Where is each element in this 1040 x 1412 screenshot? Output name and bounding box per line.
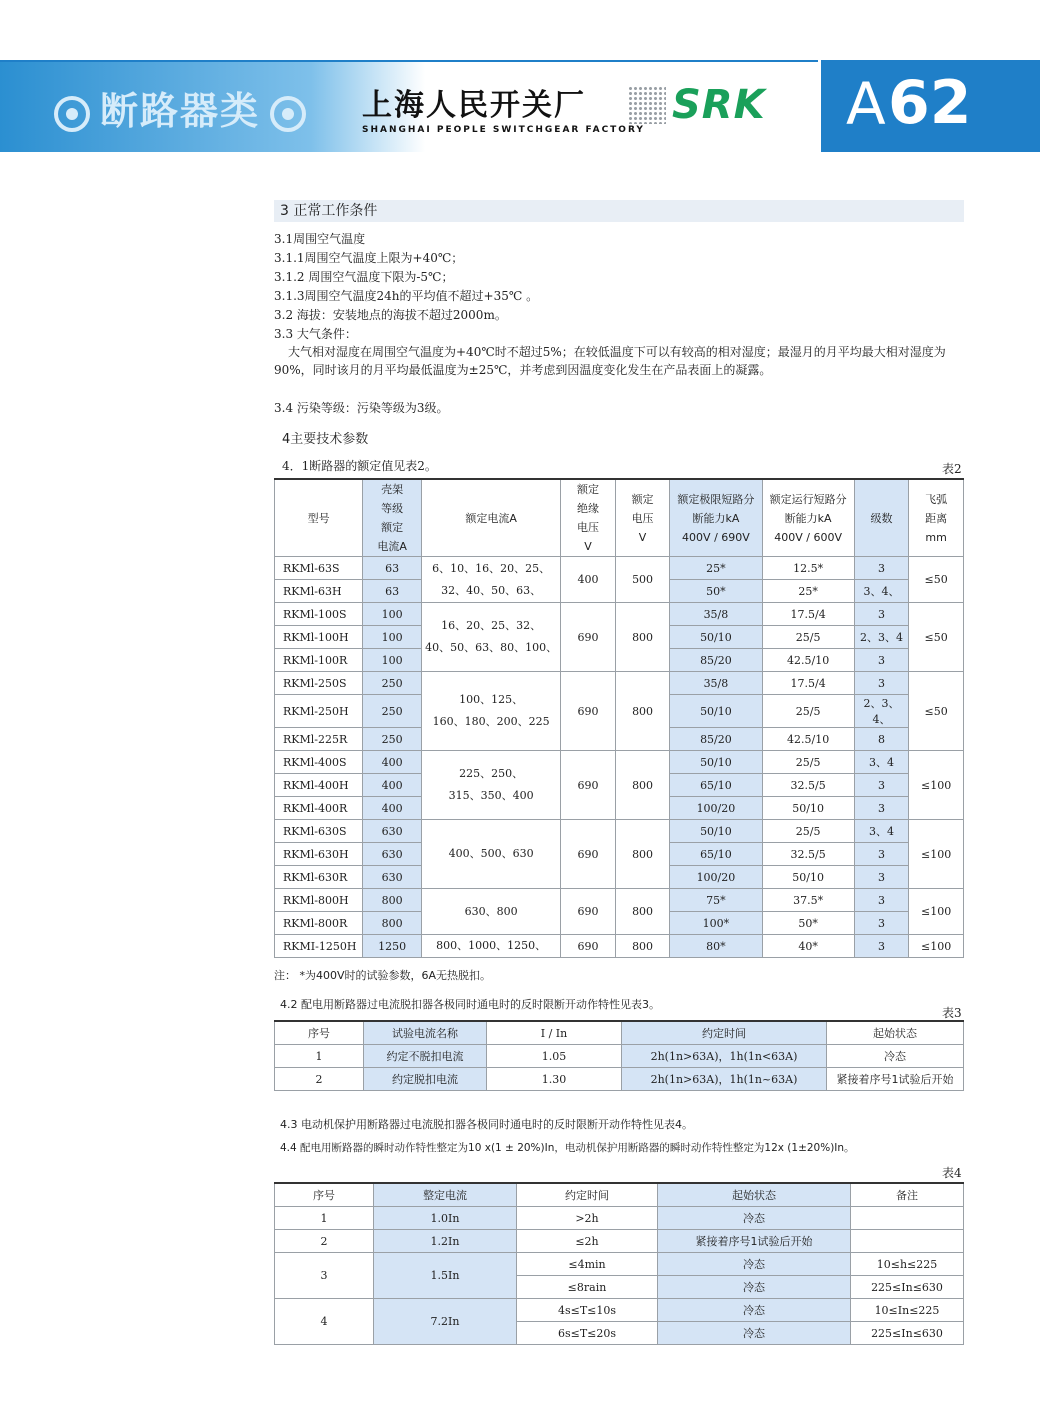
poles-cell: 3、4、	[854, 580, 908, 603]
col-header-ultimate: 额定极限短路分 断能力kA 400V / 690V	[670, 479, 762, 557]
table-cell: 1.05	[487, 1045, 622, 1068]
rated-current-cell	[421, 820, 560, 889]
rated-voltage-cell: 800	[615, 935, 670, 958]
rated-current-line: 6、10、16、20、25、	[432, 561, 551, 575]
frame-current-cell: 63	[363, 580, 422, 603]
poles-cell: 3、4	[854, 751, 908, 774]
text-line: 4．1断路器的额定值见表2。	[282, 459, 437, 473]
col-header: 约定时间	[517, 1183, 658, 1207]
col-header: 起始状态	[658, 1183, 851, 1207]
srk-logo: SRK	[672, 82, 766, 128]
text-line: 3.2 海拔：安装地点的海拔不超过2000m。	[274, 308, 507, 322]
arc-distance-cell: ≤50	[909, 603, 964, 672]
table-cell: 1.30	[487, 1068, 622, 1091]
insulation-voltage-cell: 690	[561, 603, 616, 672]
table-row	[275, 557, 964, 580]
service-breaking-cell: 25/5	[762, 751, 854, 774]
table-cell: 225≤In≤630	[851, 1276, 964, 1299]
frame-current-cell: 250	[363, 672, 422, 695]
ultimate-breaking-cell: 100/20	[670, 797, 762, 820]
model-cell: RKMI-1250H	[275, 935, 363, 958]
ultimate-breaking-cell: 25*	[670, 557, 762, 580]
frame-current-cell: 800	[363, 912, 422, 935]
insulation-voltage-cell: 400	[561, 557, 616, 603]
ultimate-breaking-cell: 85/20	[670, 649, 762, 672]
col-header-service: 额定运行短路分 断能力kA 400V / 600V	[762, 479, 854, 557]
page-number: 62	[888, 68, 972, 138]
col-header-current: 额定电流A	[421, 479, 560, 557]
text-line: 3.1.1周围空气温度上限为+40℃；	[274, 251, 464, 265]
table-cell: 紧接着序号1试验后开始	[827, 1068, 964, 1091]
arc-distance-cell: ≤50	[909, 672, 964, 751]
table-cell: 冷态	[658, 1322, 851, 1345]
col-header-poles: 级数	[854, 479, 908, 557]
col-header-insulation: 额定 绝缘 电压 V	[561, 479, 616, 557]
table-cell: 2	[275, 1230, 374, 1253]
table-2	[274, 478, 964, 958]
frame-current-cell: 100	[363, 649, 422, 672]
poles-cell: 8	[854, 728, 908, 751]
insulation-voltage-cell: 690	[561, 889, 616, 935]
model-cell: RKMl-100S	[275, 603, 363, 626]
model-cell: RKMl-63S	[275, 557, 363, 580]
ultimate-breaking-cell: 50/10	[670, 695, 762, 728]
service-breaking-cell: 42.5/10	[762, 728, 854, 751]
table-cell: 1	[275, 1207, 374, 1230]
poles-cell: 2、3、4、	[854, 695, 908, 728]
ultimate-breaking-cell: 35/8	[670, 603, 762, 626]
rated-current-cell	[421, 557, 560, 603]
poles-cell: 3	[854, 866, 908, 889]
model-cell: RKMl-250S	[275, 672, 363, 695]
model-cell: RKMl-630S	[275, 820, 363, 843]
frame-current-cell: 400	[363, 774, 422, 797]
ultimate-breaking-cell: 85/20	[670, 728, 762, 751]
poles-cell: 3	[854, 935, 908, 958]
arc-distance-cell: ≤100	[909, 889, 964, 935]
insulation-voltage-cell: 690	[561, 935, 616, 958]
table-row	[275, 1230, 964, 1253]
text-line: 3.4 污染等级：污染等级为3级。	[274, 401, 449, 415]
table-cell: ≤8rain	[517, 1276, 658, 1299]
col-header: 序号	[275, 1021, 364, 1045]
table-cell: 冷态	[658, 1276, 851, 1299]
poles-cell: 3	[854, 774, 908, 797]
text-line: 4.3 电动机保护用断路器过电流脱扣器各极同时通电时的反时限断开动作特性见表4。	[280, 1118, 693, 1131]
service-breaking-cell: 25/5	[762, 695, 854, 728]
table-cell: 2h(1n>63A)，1h(1n<63A)	[622, 1045, 827, 1068]
company-name-en: SHANGHAI PEOPLE SWITCHGEAR FACTORY	[362, 125, 645, 135]
table-3-body	[275, 1045, 964, 1091]
text-line: 3.1.2 周围空气温度下限为-5℃；	[274, 270, 454, 284]
table-3	[274, 1020, 964, 1091]
service-breaking-cell: 25/5	[762, 820, 854, 843]
col-header: 约定时间	[622, 1021, 827, 1045]
service-breaking-cell: 50/10	[762, 866, 854, 889]
table-cell: 约定不脱扣电流	[364, 1045, 487, 1068]
table-cell: 1.5In	[374, 1253, 517, 1299]
model-cell: RKMl-250H	[275, 695, 363, 728]
service-breaking-cell: 17.5/4	[762, 603, 854, 626]
page-letter: A	[846, 70, 886, 138]
table-row	[275, 1299, 964, 1322]
ultimate-breaking-cell: 50/10	[670, 751, 762, 774]
rated-current-line: 100、125、	[459, 693, 524, 706]
col-header: 试验电流名称	[364, 1021, 487, 1045]
humidity-paragraph: 大气相对湿度在周围空气温度为+40℃时不超过5%；在较低温度下可以有较高的相对湿度；最湿月的月平均最大相对湿度为90%，同时该月的月平均最低温度为±25℃，并考虑到因温度变化发生在产品表面上的凝露。	[274, 345, 946, 377]
col-header-model: 型号	[275, 479, 363, 557]
service-breaking-cell: 17.5/4	[762, 672, 854, 695]
table-row	[275, 820, 964, 843]
model-cell: RKMl-400S	[275, 751, 363, 774]
table-cell: 1.0In	[374, 1207, 517, 1230]
circle-bullet-icon	[54, 96, 90, 132]
text-line: 4.4 配电用断路器的瞬时动作特性整定为10 x(1 ± 20%)In，电动机保护用断路器的瞬时动作特性整定为12x (1±20%)In。	[280, 1142, 855, 1154]
ultimate-breaking-cell: 100/20	[670, 866, 762, 889]
table-cell: 10≤h≤225	[851, 1253, 964, 1276]
ultimate-breaking-cell: 100*	[670, 912, 762, 935]
rated-voltage-cell: 800	[615, 751, 670, 820]
model-cell: RKMl-100R	[275, 649, 363, 672]
model-cell: RKMl-630H	[275, 843, 363, 866]
table-cell: 冷态	[658, 1299, 851, 1322]
col-header: I / In	[487, 1021, 622, 1045]
insulation-voltage-cell: 690	[561, 672, 616, 751]
page-header	[0, 60, 1040, 152]
table-cell: 2	[275, 1068, 364, 1091]
service-breaking-cell: 40*	[762, 935, 854, 958]
table-caption: 表2	[942, 462, 962, 476]
model-cell: RKMl-400R	[275, 797, 363, 820]
frame-current-cell: 100	[363, 603, 422, 626]
frame-current-cell: 63	[363, 557, 422, 580]
model-cell: RKMl-63H	[275, 580, 363, 603]
rated-voltage-cell: 800	[615, 820, 670, 889]
table-row	[275, 1253, 964, 1276]
category-label: 断路器类	[100, 89, 261, 133]
col-header: 序号	[275, 1183, 374, 1207]
table-cell	[851, 1207, 964, 1230]
table-cell: 2h(1n>63A)，1h(1n~63A)	[622, 1068, 827, 1091]
service-breaking-cell: 32.5/5	[762, 843, 854, 866]
service-breaking-cell: 50*	[762, 912, 854, 935]
rated-current-line: 16、20、25、32、	[441, 619, 542, 632]
table-cell: 冷态	[658, 1207, 851, 1230]
col-header: 整定电流	[374, 1183, 517, 1207]
rated-current-line: 315、350、400	[448, 789, 534, 802]
col-header: 备注	[851, 1183, 964, 1207]
table-row	[275, 889, 964, 912]
col-header-frame: 壳架 等级 额定 电流A	[363, 479, 422, 557]
frame-current-cell: 400	[363, 751, 422, 774]
text-line: 3.1周围空气温度	[274, 232, 366, 246]
table-caption: 表3	[942, 1006, 962, 1020]
table-cell: ≤4min	[517, 1253, 658, 1276]
poles-cell: 3	[854, 889, 908, 912]
frame-current-cell: 800	[363, 889, 422, 912]
arc-distance-cell: ≤50	[909, 557, 964, 603]
col-header-arc: 飞弧 距离 mm	[909, 479, 964, 557]
arc-distance-cell: ≤100	[909, 820, 964, 889]
ultimate-breaking-cell: 50/10	[670, 820, 762, 843]
table-cell: 紧接着序号1试验后开始	[658, 1230, 851, 1253]
table-cell: >2h	[517, 1207, 658, 1230]
table-4-body	[275, 1207, 964, 1345]
table-row	[275, 1045, 964, 1068]
table-cell: 冷态	[658, 1253, 851, 1276]
rated-voltage-cell: 800	[615, 672, 670, 751]
poles-cell: 3	[854, 603, 908, 626]
table-cell: 7.2In	[374, 1299, 517, 1345]
ultimate-breaking-cell: 75*	[670, 889, 762, 912]
ultimate-breaking-cell: 65/10	[670, 774, 762, 797]
poles-cell: 3、4	[854, 820, 908, 843]
rated-current-cell	[421, 672, 560, 751]
category-title	[44, 80, 316, 135]
dot-pattern-icon	[628, 86, 666, 124]
frame-current-cell: 250	[363, 728, 422, 751]
table-row	[275, 935, 964, 958]
text-line: 3.1.3周围空气温度24h的平均值不超过+35℃ 。	[274, 289, 539, 303]
rated-voltage-cell: 500	[615, 557, 670, 603]
company-name	[362, 80, 645, 135]
rated-current-line: 800、1000、1250、	[436, 939, 547, 952]
ultimate-breaking-cell: 35/8	[670, 672, 762, 695]
col-header: 起始状态	[827, 1021, 964, 1045]
rated-current-cell	[421, 889, 560, 935]
poles-cell: 3	[854, 649, 908, 672]
ultimate-breaking-cell: 50*	[670, 580, 762, 603]
company-name-cn: 上海人民开关厂	[362, 88, 586, 123]
frame-current-cell: 630	[363, 866, 422, 889]
table-cell: 4s≤T≤10s	[517, 1299, 658, 1322]
frame-current-cell: 630	[363, 820, 422, 843]
ultimate-breaking-cell: 80*	[670, 935, 762, 958]
rated-current-line: 40、50、63、80、100、	[425, 641, 558, 654]
section-4-heading: 4主要技术参数	[282, 432, 369, 447]
model-cell: RKMl-100H	[275, 626, 363, 649]
table-4	[274, 1182, 964, 1345]
service-breaking-cell: 32.5/5	[762, 774, 854, 797]
table-cell: 约定脱扣电流	[364, 1068, 487, 1091]
service-breaking-cell: 37.5*	[762, 889, 854, 912]
arc-distance-cell: ≤100	[909, 751, 964, 820]
poles-cell: 2、3、4	[854, 626, 908, 649]
frame-current-cell: 250	[363, 695, 422, 728]
rated-current-line: 32、40、50、63、	[441, 583, 542, 597]
table-row	[275, 1068, 964, 1091]
arc-distance-cell: ≤100	[909, 935, 964, 958]
insulation-voltage-cell: 690	[561, 820, 616, 889]
model-cell: RKMl-400H	[275, 774, 363, 797]
rated-current-cell	[421, 751, 560, 820]
frame-current-cell: 400	[363, 797, 422, 820]
model-cell: RKMl-225R	[275, 728, 363, 751]
rated-current-cell	[421, 603, 560, 672]
table-row	[275, 751, 964, 774]
insulation-voltage-cell: 690	[561, 751, 616, 820]
table-cell: 10≤In≤225	[851, 1299, 964, 1322]
circle-bullet-icon	[270, 96, 306, 132]
table-cell	[851, 1230, 964, 1253]
ultimate-breaking-cell: 65/10	[670, 843, 762, 866]
page-number-box	[818, 60, 1040, 152]
poles-cell: 3	[854, 912, 908, 935]
table-cell: 3	[275, 1253, 374, 1299]
frame-current-cell: 1250	[363, 935, 422, 958]
table-cell: 冷态	[827, 1045, 964, 1068]
section-3-heading: 3 正常工作条件	[274, 200, 964, 222]
table-cell: 1	[275, 1045, 364, 1068]
col-header-voltage: 额定 电压 V	[615, 479, 670, 557]
service-breaking-cell: 50/10	[762, 797, 854, 820]
rated-current-cell	[421, 935, 560, 958]
table-cell: ≤2h	[517, 1230, 658, 1253]
model-cell: RKMl-800R	[275, 912, 363, 935]
rated-voltage-cell: 800	[615, 889, 670, 935]
service-breaking-cell: 12.5*	[762, 557, 854, 580]
text-line: 3.3 大气条件：	[274, 327, 357, 341]
frame-current-cell: 100	[363, 626, 422, 649]
rated-current-line: 400、500、630	[448, 847, 534, 860]
table-cell: 6s≤T≤20s	[517, 1322, 658, 1345]
table-cell: 225≤In≤630	[851, 1322, 964, 1345]
table-caption: 表4	[942, 1166, 962, 1180]
rated-current-line: 225、250、	[459, 767, 524, 780]
table-2-body	[275, 557, 964, 958]
model-cell: RKMl-800H	[275, 889, 363, 912]
poles-cell: 3	[854, 843, 908, 866]
model-cell: RKMl-630R	[275, 866, 363, 889]
service-breaking-cell: 25*	[762, 580, 854, 603]
table-row	[275, 603, 964, 626]
service-breaking-cell: 42.5/10	[762, 649, 854, 672]
rated-voltage-cell: 800	[615, 603, 670, 672]
rated-current-line: 630、800	[464, 904, 518, 918]
poles-cell: 3	[854, 797, 908, 820]
ultimate-breaking-cell: 50/10	[670, 626, 762, 649]
rated-current-line: 160、180、200、225	[432, 715, 550, 728]
table-row	[275, 672, 964, 695]
table-cell: 4	[275, 1299, 374, 1345]
table-row	[275, 1207, 964, 1230]
text-line: 4.2 配电用断路器过电流脱扣器各极同时通电时的反时限断开动作特性见表3。	[280, 998, 660, 1011]
poles-cell: 3	[854, 557, 908, 580]
frame-current-cell: 630	[363, 843, 422, 866]
service-breaking-cell: 25/5	[762, 626, 854, 649]
table-cell: 1.2In	[374, 1230, 517, 1253]
poles-cell: 3	[854, 672, 908, 695]
table-note: 注： *为400V时的试验参数，6A无热脱扣。	[274, 969, 492, 982]
